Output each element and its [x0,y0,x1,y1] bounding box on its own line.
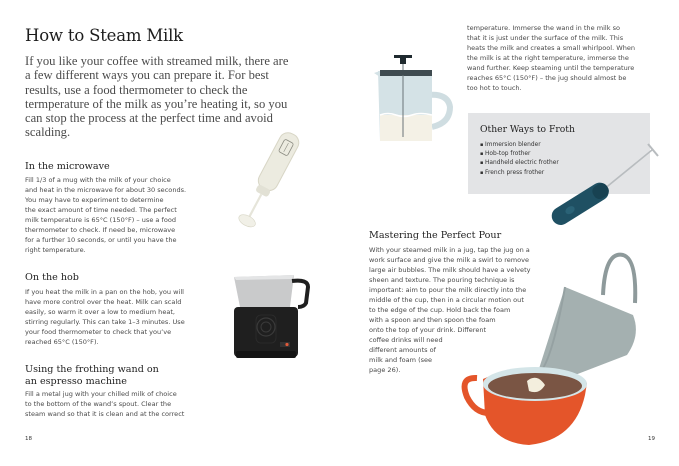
list-item: ▪ Immersion blender [480,141,559,150]
french-press-illustration [370,55,460,145]
list-item: ▪ Hob-top frother [480,150,559,159]
other-ways-title: Other Ways to Froth [480,124,575,135]
continued-text: temperature. Immerse the wand in the milk so that it is just under the surface of the milk. This heats the milk and creates a small whirlpool. When the milk is at the right temperature, immerse the wand further. Keep steaming until the temperature reaches 65°C (150°F) – the jug should almost be too hot to touch. [467,24,636,92]
pouring-pitcher-illustration [455,245,665,450]
microwave-text: Fill 1/3 of a mug with the milk of your choice and heat in the microwave for about 30 seconds. You may have to experiment to determine the exact amount of time needed. The perfect milk temperature is 65°C (150°F) – use a food thermometer to check. If need be, microwave for a further 10 seconds, or until you have the right temperature. [25,176,187,254]
frothing-wand-text: Fill a metal jug with your chilled milk of choice to the bottom of the wand’s spout. Clear the steam wand so that it is clean and at the correct [25,390,185,418]
mini-frother-illustration [540,140,670,230]
heading-hob: On the hob [25,272,79,283]
heading-frothing-wand: Using the frothing wand on an espresso machine [25,364,159,387]
list-item: ▪ Handheld electric frother [480,159,559,168]
page-number-right: 19 [648,436,655,442]
heading-perfect-pour: Mastering the Perfect Pour [369,230,502,241]
handheld-frother-illustration [220,125,310,245]
hob-text: If you heat the milk in a pan on the hob, you will have more control over the heat. Milk can scald easily, so warm it over a low to medium heat, stirring regularly. This can take 1–3 minutes. Use your food thermometer to check that you’ve reached 65°C (150°F). [25,288,185,346]
heading-microwave: In the microwave [25,161,110,172]
intro-paragraph: If you like your coffee with streamed milk, there are a few different ways you can prepare it. For best results, use a food thermometer to check the termperature of the milk as you’re heating it, so you can stop the process at the perfect time and avoid scalding. [25,54,289,140]
perfect-pour-text: With your steamed milk in a jug, tap the jug on a work surface and give the milk a swirl to remove large air bubbles. The milk should have a velvety sheen and texture. The pouring technique is important: aim to pour the milk directly into the middle of the cup, then in a circular motion out to the edge of the cup. Hold back the foam with a spoon and then spoon the foam onto the top of your drink. Different coffee drinks will need different amounts of milk and foam (see page 26). [369,246,531,374]
electric-frother-illustration [228,265,318,365]
page-title: How to Steam Milk [25,26,183,45]
list-item: ▪ French press frother [480,169,559,178]
page-number-left: 18 [25,436,32,442]
